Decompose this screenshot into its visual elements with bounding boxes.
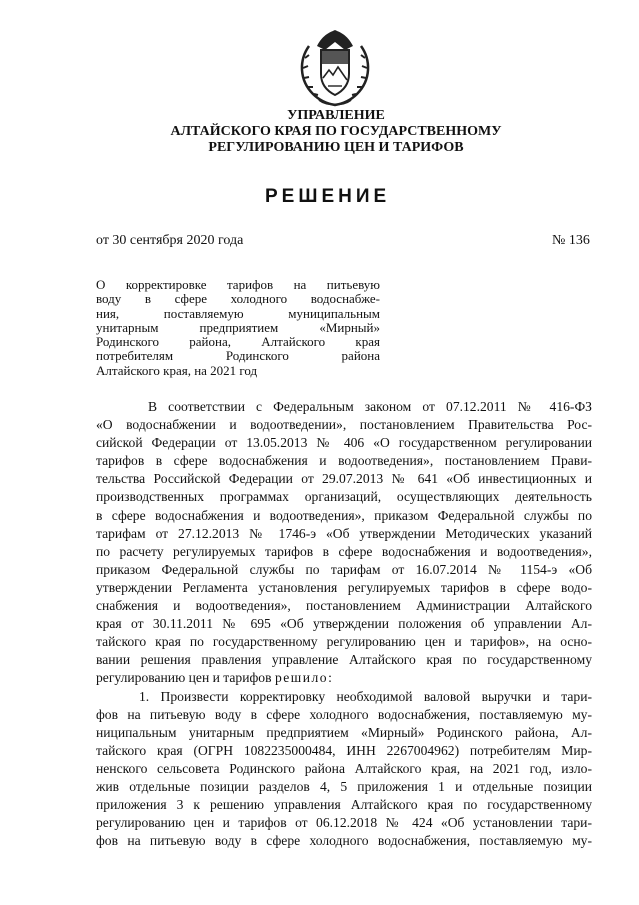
body-line: по расчету регулируемых тарифов в сфере водоснабжения и водоотведения»,	[96, 543, 592, 559]
org-line-3: РЕГУЛИРОВАНИЮ ЦЕН И ТАРИФОВ	[208, 140, 464, 155]
subject-line: унитарным предприятием «Мирный»	[96, 319, 380, 335]
subject-line: Алтайского края, на 2021 год	[96, 362, 258, 378]
document-date: от 30 сентября 2020 года	[96, 233, 244, 248]
subject-line: воду в сфере холодного водоснабже-	[96, 291, 380, 307]
body-line: сийской Федерации от 13.05.2013 № 406 «О государственном регулировании	[96, 435, 592, 451]
document-body	[96, 398, 592, 850]
body-line: приказом Федеральной службы по тарифам от 16.07.2014 № 1154-э «Об	[96, 561, 592, 577]
subject-line: ния, поставляемую муниципальным	[96, 305, 380, 321]
body-line: регулированию цен и тарифов от 06.12.2018 № 424 «Об установлении тари-	[96, 815, 592, 831]
body-line: тельства Российской Федерации от 29.07.2013 № 641 «Об инвестиционных и	[96, 471, 592, 487]
body-line: утверждении Регламента установления регулируемых тарифов в сфере водо-	[96, 579, 592, 595]
body-line: приложения 3 к решению управления Алтайского края по государственному	[96, 797, 592, 813]
org-line-2: АЛТАЙСКОГО КРАЯ ПО ГОСУДАРСТВЕННОМУ	[170, 124, 502, 139]
decision-word: решило:	[274, 670, 334, 686]
body-text: регулированию цен и тарифов	[96, 670, 272, 686]
body-line: «О водоснабжении и водоотведении», постановлением Правительства Рос-	[96, 417, 592, 433]
body-line: в сфере водоснабжения и водоотведения», приказом Федеральной службы по	[96, 507, 592, 523]
document-type-title: РЕШЕНИЕ	[265, 186, 391, 207]
document-subject	[96, 278, 380, 378]
body-line: фов на питьевую воду в сфере холодного водоснабжения, поставляемую му-	[96, 833, 592, 849]
body-line: производственных программах организаций, осуществляющих деятельность	[96, 489, 592, 505]
body-line: 1. Произвести корректировку необходимой валовой выручки и тари-	[139, 688, 592, 704]
subject-line: О корректировке тарифов на питьевую	[96, 277, 380, 292]
organization-name	[150, 108, 522, 156]
coat-of-arms-icon	[295, 28, 375, 110]
body-line: ниципальным унитарным предприятием «Мирный» Родинского района, Ал-	[96, 724, 592, 740]
body-line: тайского края по государственному регулированию цен и тарифов», на осно-	[96, 634, 592, 650]
document-number: № 136	[552, 233, 590, 248]
subject-line: потребителям Родинского района	[96, 348, 380, 364]
body-line: вании решения правления управление Алтайского края по государственному	[96, 652, 592, 668]
body-line-last	[96, 669, 592, 687]
body-line: фов на питьевую воду в сфере холодного водоснабжения, поставляемую му-	[96, 706, 592, 722]
body-line: тайского края (ОГРН 1082235000484, ИНН 2267004962) потребителям Мир-	[96, 742, 592, 758]
body-line: ненского сельсовета Родинского района Алтайского края, на 2021 год, изло-	[96, 760, 592, 776]
subject-line: Родинского района, Алтайского края	[96, 334, 380, 350]
body-line: края от 30.11.2011 № 695 «Об утверждении положения об управлении Ал-	[96, 616, 592, 632]
body-line: В соответствии с Федеральным законом от 07.12.2011 № 416-ФЗ	[148, 399, 592, 414]
body-line: тарифов в сфере водоснабжения и водоотведения», постановлением Прави-	[96, 453, 592, 469]
org-line-1: УПРАВЛЕНИЕ	[287, 108, 385, 123]
body-line: снабжения и водоотведения», постановлением Администрации Алтайского	[96, 598, 592, 614]
body-line: жив отдельные позиции разделов 4, 5 приложения 1 и отдельные позиции	[96, 778, 592, 794]
body-line: тарифам от 27.12.2013 № 1746-э «Об утверждении Методических указаний	[96, 525, 592, 541]
